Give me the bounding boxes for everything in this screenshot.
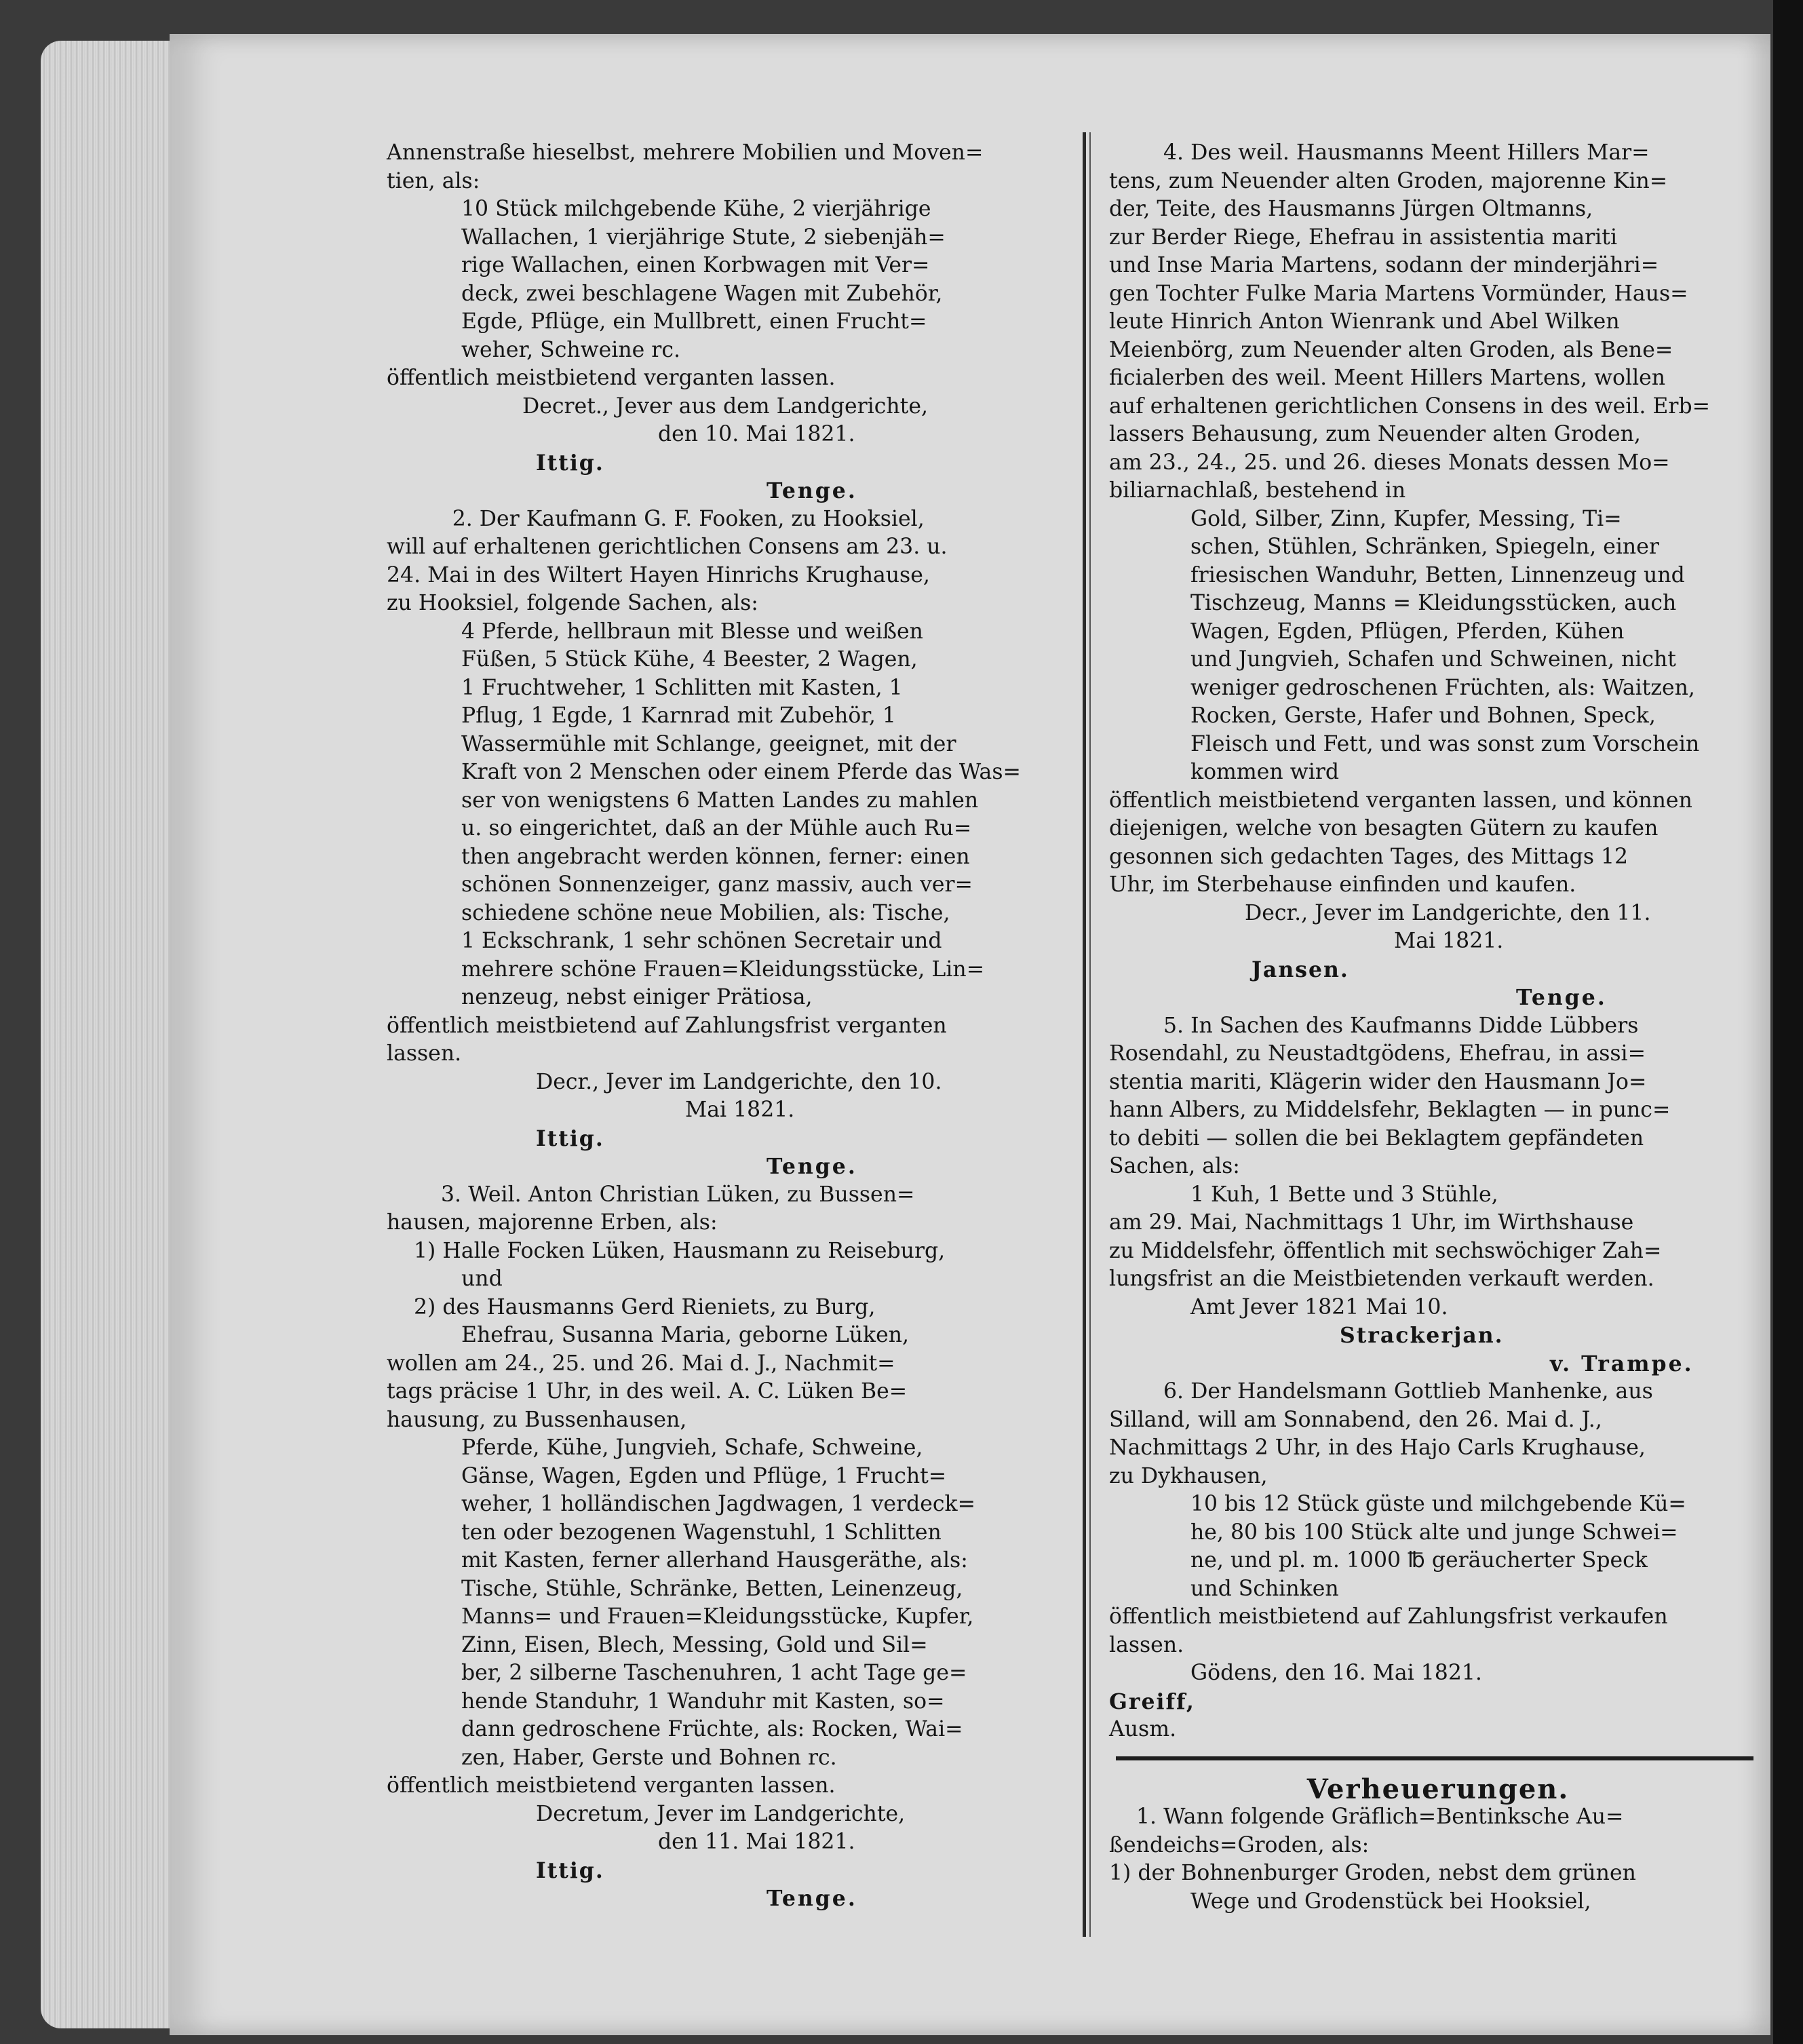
signature-title: Ausm. xyxy=(1109,1717,1177,1741)
list-line: Zinn, Eisen, Blech, Messing, Gold und Sil= xyxy=(461,1632,928,1657)
decree-date: Mai 1821. xyxy=(685,1098,795,1122)
decree-line: Decret., Jever aus dem Landgerichte, xyxy=(522,393,928,419)
list-line: kommen wird xyxy=(1190,760,1339,784)
text-line: Sachen, als: xyxy=(1109,1154,1240,1178)
text-line: Rosendahl, zu Neustadtgödens, Ehefrau, in assi= xyxy=(1109,1041,1646,1066)
list-line: ber, 2 silberne Taschenuhren, 1 acht Tage ge= xyxy=(461,1661,967,1685)
text-line: am 29. Mai, Nachmittags 1 Uhr, im Wirthshause xyxy=(1109,1210,1634,1235)
list-line: Pferde, Kühe, Jungvieh, Schafe, Schweine, xyxy=(461,1435,923,1460)
list-line: ten oder bezogenen Wagenstuhl, 1 Schlitten xyxy=(461,1520,942,1545)
closing-line: lassen. xyxy=(387,1041,462,1066)
text-line: leute Hinrich Anton Wienrank und Abel Wilken xyxy=(1109,309,1620,334)
heir-line: 1) Halle Focken Lüken, Hausmann zu Reiseburg, xyxy=(414,1238,946,1263)
list-line: 10 bis 12 Stück güste und milchgebende Kü= xyxy=(1190,1492,1686,1516)
list-line: mit Kasten, ferner allerhand Hausgeräthe, als: xyxy=(461,1548,968,1573)
text-line: Wege und Grodenstück bei Hooksiel, xyxy=(1190,1889,1591,1914)
list-line: ser von wenigstens 6 Matten Landes zu mahlen xyxy=(461,788,979,813)
list-line: 1 Fruchtweher, 1 Schlitten mit Kasten, 1 xyxy=(461,675,903,700)
closing-line: öffentlich meistbietend verganten lassen. xyxy=(387,1773,836,1798)
list-line: weniger gedroschenen Früchten, als: Waitzen, xyxy=(1190,675,1695,700)
list-line: Wassermühle mit Schlange, geeignet, mit der xyxy=(461,731,956,756)
section-rule xyxy=(1116,1756,1753,1760)
place-date: Gödens, den 16. Mai 1821. xyxy=(1190,1661,1482,1685)
notice-6 xyxy=(1109,1378,1767,1744)
list-line: schönen Sonnenzeiger, ganz massiv, auch ver= xyxy=(461,872,973,897)
list-line: nenzeug, nebst einiger Prätiosa, xyxy=(461,985,813,1009)
closing-line: öffentlich meistbietend verganten lassen. xyxy=(387,366,836,390)
decree-date: den 11. Mai 1821. xyxy=(658,1830,855,1854)
decree-line: Decr., Jever im Landgerichte, den 10. xyxy=(536,1069,942,1094)
list-line: schen, Stühlen, Schränken, Spiegeln, einer xyxy=(1190,535,1659,559)
item-list xyxy=(1109,1490,1767,1603)
list-line: friesischen Wanduhr, Betten, Linnenzeug und xyxy=(1190,562,1685,587)
notice-4 xyxy=(1109,139,1767,1012)
text-line: 6. Der Handelsmann Gottlieb Manhenke, aus xyxy=(1163,1379,1653,1404)
text-line: auf erhaltenen gerichtlichen Consens in des weil. Erb= xyxy=(1109,393,1711,419)
signature: Greiff, xyxy=(1109,1689,1195,1714)
signature: Ittig. xyxy=(536,1857,604,1883)
text-line: zu Middelsfehr, öffentlich mit sechswöchiger Zah= xyxy=(1109,1238,1662,1263)
scan-border xyxy=(1773,0,1803,2044)
text-line: zur Berder Riege, Ehefrau in assistentia mariti xyxy=(1109,225,1618,250)
heir-line: Ehefrau, Susanna Maria, geborne Lüken, xyxy=(461,1323,910,1347)
list-line: Wagen, Egden, Pflügen, Pferden, Kühen xyxy=(1190,619,1625,644)
text-line: lassers Behausung, zum Neuender alten Groden, xyxy=(1109,422,1641,446)
text-line: wollen am 24., 25. und 26. Mai d. J., Nachmit= xyxy=(387,1351,895,1376)
text-line: zu Hooksiel, folgende Sachen, als: xyxy=(387,591,758,615)
heir-line: und xyxy=(461,1267,503,1291)
list-line: Gold, Silber, Zinn, Kupfer, Messing, Ti= xyxy=(1190,506,1622,531)
notice-3 xyxy=(387,1181,1065,1913)
list-line: schiedene schöne neue Mobilien, als: Tische, xyxy=(461,900,950,925)
text-line: am 23., 24., 25. und 26. dieses Monats dessen Mo= xyxy=(1109,450,1670,475)
text-line: ficialerben des weil. Meent Hillers Martens, wollen xyxy=(1109,366,1666,390)
heir-line: 2) des Hausmanns Gerd Rieniets, zu Burg, xyxy=(414,1294,876,1319)
text-line: ßendeichs=Groden, als: xyxy=(1109,1832,1370,1857)
decree-line: Decr., Jever im Landgerichte, den 11. xyxy=(1245,900,1651,925)
list-line: Kraft von 2 Menschen oder einem Pferde das Was= xyxy=(461,760,1021,784)
text-line: 1) der Bohnenburger Groden, nebst dem grünen xyxy=(1109,1861,1636,1885)
text-line: biliarnachlaß, bestehend in xyxy=(1109,478,1406,503)
decree-date: Mai 1821. xyxy=(1394,929,1504,953)
notice-5 xyxy=(1109,1012,1767,1378)
list-line: weher, 1 holländischen Jagdwagen, 1 verdeck= xyxy=(461,1492,976,1516)
signature: Tenge. xyxy=(767,1154,857,1179)
text-line: hausen, majorenne Erben, als: xyxy=(387,1210,718,1235)
signature: Strackerjan. xyxy=(1340,1323,1504,1348)
text-line: 2. Der Kaufmann G. F. Fooken, zu Hooksiel, xyxy=(452,506,925,531)
signature: Ittig. xyxy=(536,450,604,476)
signature: Tenge. xyxy=(1516,985,1607,1010)
text-line: tien, als: xyxy=(387,168,480,193)
book-page-edges xyxy=(41,41,190,2028)
decree-date: den 10. Mai 1821. xyxy=(658,422,855,446)
section-title: Verheuerungen. xyxy=(1306,1773,1570,1805)
list-line: 4 Pferde, hellbraun mit Blesse und weißen xyxy=(461,619,923,644)
list-line: Tische, Stühle, Schränke, Betten, Leinenzeug, xyxy=(461,1576,963,1601)
text-line: to debiti — sollen die bei Beklagtem gepfändeten xyxy=(1109,1125,1644,1151)
text-line: Nachmittags 2 Uhr, in des Hajo Carls Krughause, xyxy=(1109,1435,1646,1460)
signature: Tenge. xyxy=(767,1886,857,1911)
list-line: 1 Kuh, 1 Bette und 3 Stühle, xyxy=(1190,1182,1498,1207)
list-line: 1 Eckschrank, 1 sehr schönen Secretair und xyxy=(461,929,942,953)
list-line: deck, zwei beschlagene Wagen mit Zubehör, xyxy=(461,281,943,306)
list-line: Gänse, Wagen, Egden und Pflüge, 1 Frucht= xyxy=(461,1463,947,1488)
decree-line: Decretum, Jever im Landgerichte, xyxy=(536,1801,906,1826)
closing-line: gesonnen sich gedachten Tages, des Mittags 12 xyxy=(1109,844,1629,869)
text-line: hausung, zu Bussenhausen, xyxy=(387,1407,687,1432)
text-line: 4. Des weil. Hausmanns Meent Hillers Mar= xyxy=(1163,140,1650,165)
item-list xyxy=(387,1434,1065,1772)
list-line: he, 80 bis 100 Stück alte und junge Schwei= xyxy=(1190,1520,1678,1545)
signature: Tenge. xyxy=(767,478,857,503)
list-line: u. so eingerichtet, daß an der Mühle auch Ru= xyxy=(461,816,972,841)
closing-line: Uhr, im Sterbehause einfinden und kaufen. xyxy=(1109,872,1576,897)
text-line: und Inse Maria Martens, sodann der minderjähri= xyxy=(1109,253,1659,277)
text-line: stentia mariti, Klägerin wider den Hausmann Jo= xyxy=(1109,1069,1647,1094)
text-line: 3. Weil. Anton Christian Lüken, zu Bussen= xyxy=(441,1182,915,1207)
list-line: Rocken, Gerste, Hafer und Bohnen, Speck, xyxy=(1190,703,1656,728)
list-line: Pflug, 1 Egde, 1 Karnrad mit Zubehör, 1 xyxy=(461,703,896,728)
list-line: Füßen, 5 Stück Kühe, 4 Beester, 2 Wagen, xyxy=(461,647,918,672)
text-line: 5. In Sachen des Kaufmanns Didde Lübbers xyxy=(1163,1013,1639,1038)
text-line: will auf erhaltenen gerichtlichen Consens am 23. u. xyxy=(387,535,948,559)
list-line: dann gedroschene Früchte, als: Rocken, Wai= xyxy=(461,1717,963,1741)
list-line: zen, Haber, Gerste und Bohnen rc. xyxy=(461,1745,837,1770)
text-line: hann Albers, zu Middelsfehr, Beklagten — in punc= xyxy=(1109,1098,1671,1122)
text-line: der, Teite, des Hausmanns Jürgen Oltmanns, xyxy=(1109,197,1593,221)
list-line: Tischzeug, Manns = Kleidungsstücken, auch xyxy=(1190,591,1677,615)
closing-line: lassen. xyxy=(1109,1632,1184,1657)
text-line: 1. Wann folgende Gräflich=Bentinksche Au= xyxy=(1136,1805,1624,1829)
closing-line: öffentlich meistbietend verganten lassen, und können xyxy=(1109,788,1692,813)
column-divider xyxy=(1083,132,1086,1937)
signature: Ittig. xyxy=(536,1125,604,1151)
list-line: Manns= und Frauen=Kleidungsstücke, Kupfer, xyxy=(461,1604,974,1629)
notice-2 xyxy=(387,505,1065,1181)
list-line: weher, Schweine rc. xyxy=(461,337,680,362)
left-column xyxy=(387,139,1065,1913)
text-line: 24. Mai in des Wiltert Hayen Hinrichs Krughause, xyxy=(387,562,930,587)
list-line: ne, und pl. m. 1000 ℔ geräucherter Speck xyxy=(1190,1548,1648,1573)
list-line: mehrere schöne Frauen=Kleidungsstücke, Lin= xyxy=(461,957,985,982)
item-list xyxy=(387,618,1065,1012)
right-column xyxy=(1109,139,1767,1916)
text-line: tens, zum Neuender alten Groden, majorenne Kin= xyxy=(1109,168,1668,193)
list-line: rige Wallachen, einen Korbwagen mit Ver= xyxy=(461,253,930,277)
text-line: Silland, will am Sonnabend, den 26. Mai d. J., xyxy=(1109,1407,1602,1432)
decree-line: Amt Jever 1821 Mai 10. xyxy=(1190,1294,1448,1319)
list-line: und Schinken xyxy=(1190,1576,1339,1601)
text-line: lungsfrist an die Meistbietenden verkauft werden. xyxy=(1109,1267,1654,1291)
text-line: Annenstraße hieselbst, mehrere Mobilien und Moven= xyxy=(387,140,984,165)
list-line: Egde, Pflüge, ein Mullbrett, einen Frucht= xyxy=(461,309,927,334)
list-line: Fleisch und Fett, und was sonst zum Vorschein xyxy=(1190,731,1700,756)
text-line: tags präcise 1 Uhr, in des weil. A. C. Lüken Be= xyxy=(387,1379,908,1404)
closing-line: öffentlich meistbietend auf Zahlungsfrist verkaufen xyxy=(1109,1604,1668,1629)
list-line: 10 Stück milchgebende Kühe, 2 vierjährige xyxy=(461,197,931,221)
list-line: und Jungvieh, Schafen und Schweinen, nicht xyxy=(1190,647,1676,672)
lease-notice-1 xyxy=(1109,1803,1767,1916)
text-line: zu Dykhausen, xyxy=(1109,1463,1268,1488)
closing-line: diejenigen, welche von besagten Gütern zu kaufen xyxy=(1109,816,1659,841)
list-line: Wallachen, 1 vierjährige Stute, 2 siebenjäh= xyxy=(461,225,946,250)
notice-1-continuation xyxy=(387,139,1065,505)
text-line: Meienbörg, zum Neuender alten Groden, als Bene= xyxy=(1109,337,1673,362)
item-list xyxy=(387,195,1065,364)
list-line: hende Standuhr, 1 Wanduhr mit Kasten, so= xyxy=(461,1689,945,1714)
closing-line: öffentlich meistbietend auf Zahlungsfrist verganten xyxy=(387,1013,947,1038)
text-line: gen Tochter Fulke Maria Martens Vormünder, Haus= xyxy=(1109,281,1688,306)
list-line: then angebracht werden können, ferner: einen xyxy=(461,844,970,869)
item-list xyxy=(1109,505,1767,787)
signature: Jansen. xyxy=(1252,957,1349,982)
signature: v. Trampe. xyxy=(1550,1351,1694,1376)
